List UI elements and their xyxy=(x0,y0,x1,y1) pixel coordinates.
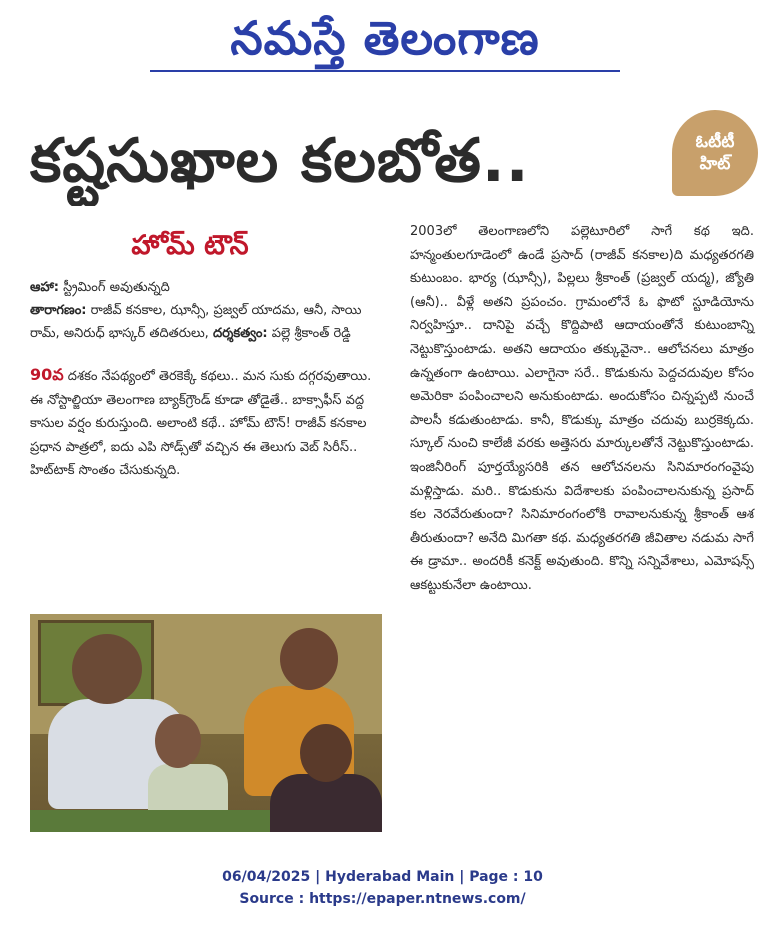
credit-value: రాజీవ్ కనకాల, ఝాన్సీ, ప్రజ్వల్ యాదమ, ఆనీ, సాయి రామ్, అనిరుధ్ భాస్కర్ తదితరులు, xyxy=(30,303,362,341)
headline: కష్టసుఖాల కలబోత.. xyxy=(30,126,530,196)
photo-daughter-head xyxy=(155,714,201,768)
credit-streaming xyxy=(30,276,382,299)
intro-text: దశకం నేపథ్యంలో తెరకెక్కే కథలు.. మన సుకు దగ్గరవుతాయి. ఈ నోస్టాల్జియా తెలంగాణ బ్యాక్‌గ్రౌండ్ కూడా తోడైతే.. బాక్సాఫీస్ వద్ద కాసుల వర్షం కురుస్తుంది. అలాంటి కథే.. హోమ్ టౌన్! రాజీవ్ కనకాల ప్రధాన పాత్రలో, ఐదు ఎపి సోడ్స్‌తో వచ్చిన ఈ తెలుగు వెబ్ సిరీస్.. హిట్‌టాక్ సొంతం చేసుకున్నది. xyxy=(30,369,372,479)
photo-son-head xyxy=(300,724,352,782)
credit-key: ఆహా: xyxy=(30,280,60,295)
credit-cast xyxy=(30,299,382,345)
masthead-title: నమస్తే తెలంగాణ xyxy=(230,11,540,65)
photo-mother-head xyxy=(280,628,338,690)
footer-date-line: 06/04/2025 | Hyderabad Main | Page : 10 xyxy=(222,869,543,885)
footer-source-link[interactable]: Source : https://epaper.ntnews.com/ xyxy=(239,891,526,907)
footer xyxy=(0,866,765,910)
photo-son-figure xyxy=(270,774,382,832)
badge-line-1: ఓటీటీ xyxy=(695,132,735,152)
photo-father-head xyxy=(72,634,142,704)
story-text: 2003లో తెలంగాణలోని పల్లెటూరిలో సాగే కథ ఇది. హన్మంతులగూడెంలో ఉండే ప్రసాద్ (రాజీవ్ కనకాల)ది మధ్యతరగతి కుటుంబం. భార్య (ఝాన్సీ), పిల్లలు శ్రీకాంత్ (ప్రజ్వల్ యద్మ), జ్యోతి (ఆనీ).. వీళ్లే అతని ప్రపంచం. గ్రామంలోనే ఓ ఫొటో స్టూడియోను నిర్వహిస్తూ.. దానిపై వచ్చే కొద్దిపాటి ఆదాయంతోనే కుటుంబాన్ని నెట్టుకొస్తుంటాడు. అతని ఆదాయం తక్కువైనా.. ఆలోచనలు మాత్రం ఉన్నతంగా ఉంటాయి. ఎలాగైనా సరే.. కొడుకును పెద్దచదువుల కోసం అమెరికా పంపించాలని అనుకుంటాడు. అందుకోసం చిన్నప్పటి నుంచే పాలసీ కడుతుంటాడు. కానీ, కొడుక్కు మాత్రం చదువు బుర్రకెక్కదు. స్కూల్ నుంచి కాలేజీ వరకు అత్తెసరు మార్కులతోనే నెట్టుకొస్తుంటాడు. ఇంజినీరింగ్ పూర్తయ్యేసరికి తన ఆలోచనలను సినిమారంగంవైపు మళ్లిస్తాడు. మరి.. కొడుకును విదేశాలకు పంపించాలనుకున్న ప్రసాద్ కల నెరవేరుతుందా? సినిమారంగంలోకి రావాలనుకున్న శ్రీకాంత్ ఆశ తీరుతుందా? అనేది మిగతా కథ. మధ్యతరగతి జీవితాల నడుమ సాగే ఈ డ్రామా.. అందరికీ కనెక్ట్ అవుతుంది. కొన్ని సన్నివేశాలు, ఎమోషన్స్ ఆకట్టుకునేలా ఉంటాయి. xyxy=(410,224,754,593)
series-still-photo xyxy=(30,614,382,832)
right-column xyxy=(410,220,754,598)
credit-key: తారాగణం: xyxy=(30,303,87,318)
intro-dropcap: 90వ xyxy=(30,365,64,384)
credits-block xyxy=(30,276,382,345)
masthead-divider xyxy=(150,70,620,72)
ott-hit-badge xyxy=(672,110,758,196)
left-column xyxy=(30,226,382,483)
intro-paragraph xyxy=(30,363,382,483)
badge-line-2: హిట్ xyxy=(699,154,731,174)
credit-value: పల్లె శ్రీకాంత్ రెడ్డి xyxy=(267,326,351,341)
credit-value: స్ట్రీమింగ్ అవుతున్నది xyxy=(59,280,170,295)
credit-key: దర్శకత్వం: xyxy=(212,326,268,341)
review-title: హోమ్ టౌన్ xyxy=(131,230,249,261)
